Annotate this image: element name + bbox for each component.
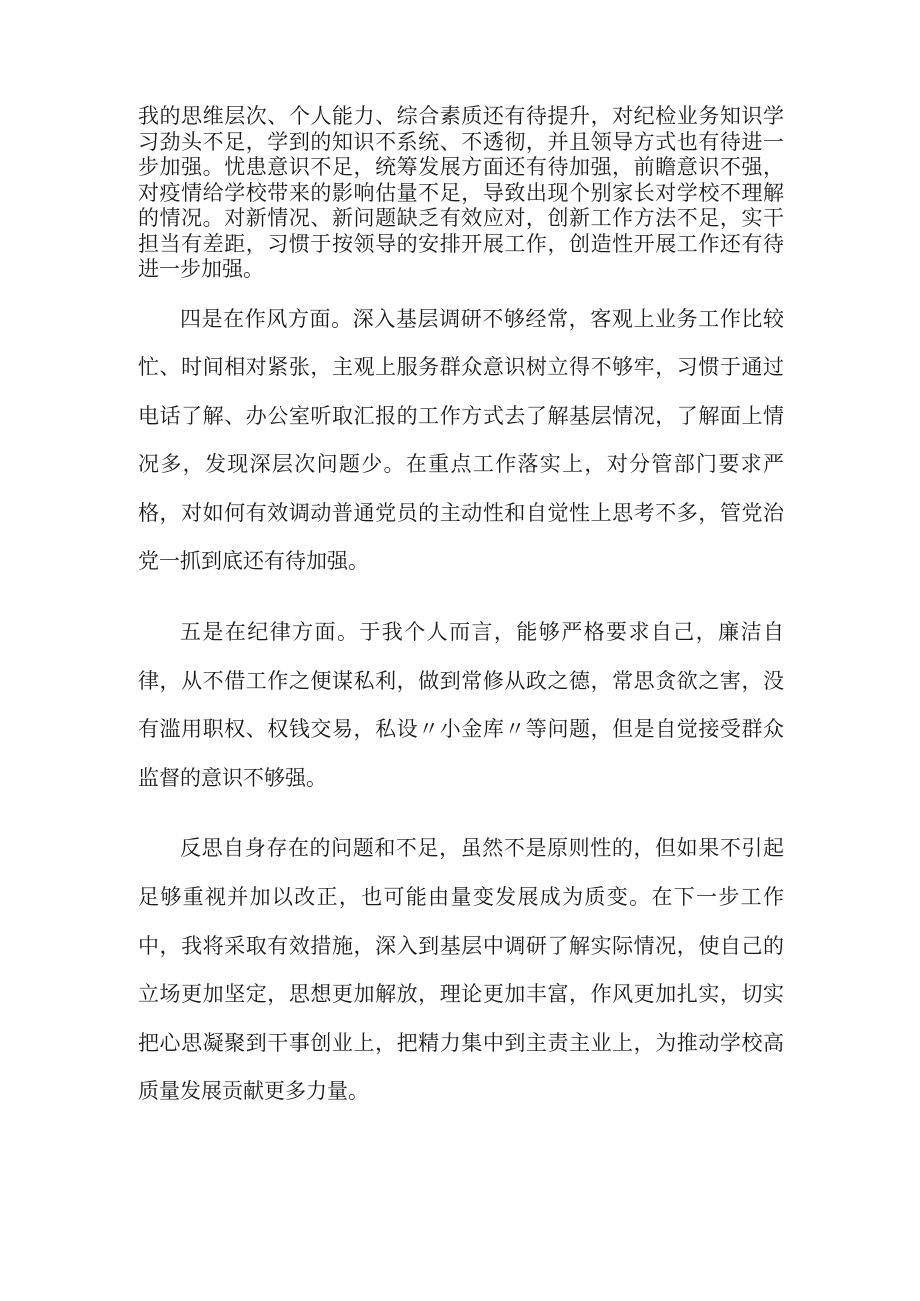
paragraph-3: 五是在纪律方面。于我个人而言，能够严格要求自己，廉洁自律，从不借工作之便谋私利，做到常修从政之德，常思贪欲之害，没有滥用职权、权钱交易，私设〃小金库〃等问题，但是自觉接受群众监督的意识不够强。 — [138, 620, 784, 790]
document-body — [138, 104, 784, 1138]
paragraph-4: 反思自身存在的问题和不足，虽然不是原则性的，但如果不引起足够重视并加以改正，也可能由量变发展成为质变。在下一步工作中，我将采取有效措施，深入到基层中调研了解实际情况，使自己的立场更加坚定，思想更加解放，理论更加丰富，作风更加扎实，切实把心思凝聚到干事创业上，把精力集中到主责主业上，为推动学校高质量发展贡献更多力量。 — [138, 836, 784, 1104]
paragraph-2: 四是在作风方面。深入基层调研不够经常，客观上业务工作比较忙、时间相对紧张，主观上服务群众意识树立得不够牢，习惯于通过电话了解、办公室听取汇报的工作方式去了解基层情况，了解面上情况多，发现深层次问题少。在重点工作落实上，对分管部门要求严格，对如何有效调动普通党员的主动性和自觉性上思考不多，管党治党一抓到底还有待加强。 — [138, 306, 784, 574]
paragraph-1: 我的思维层次、个人能力、综合素质还有待提升，对纪检业务知识学习劲头不足，学到的知识不系统、不透彻，并且领导方式也有待进一步加强。忧患意识不足，统筹发展方面还有待加强，前瞻意识不强，对疫情给学校带来的影响估量不足，导致出现个别家长对学校不理解的情况。对新情况、新问题缺乏有效应对，创新工作方法不足，实干担当有差距，习惯于按领导的安排开展工作，创造性开展工作还有待进一步加强。 — [138, 104, 784, 281]
